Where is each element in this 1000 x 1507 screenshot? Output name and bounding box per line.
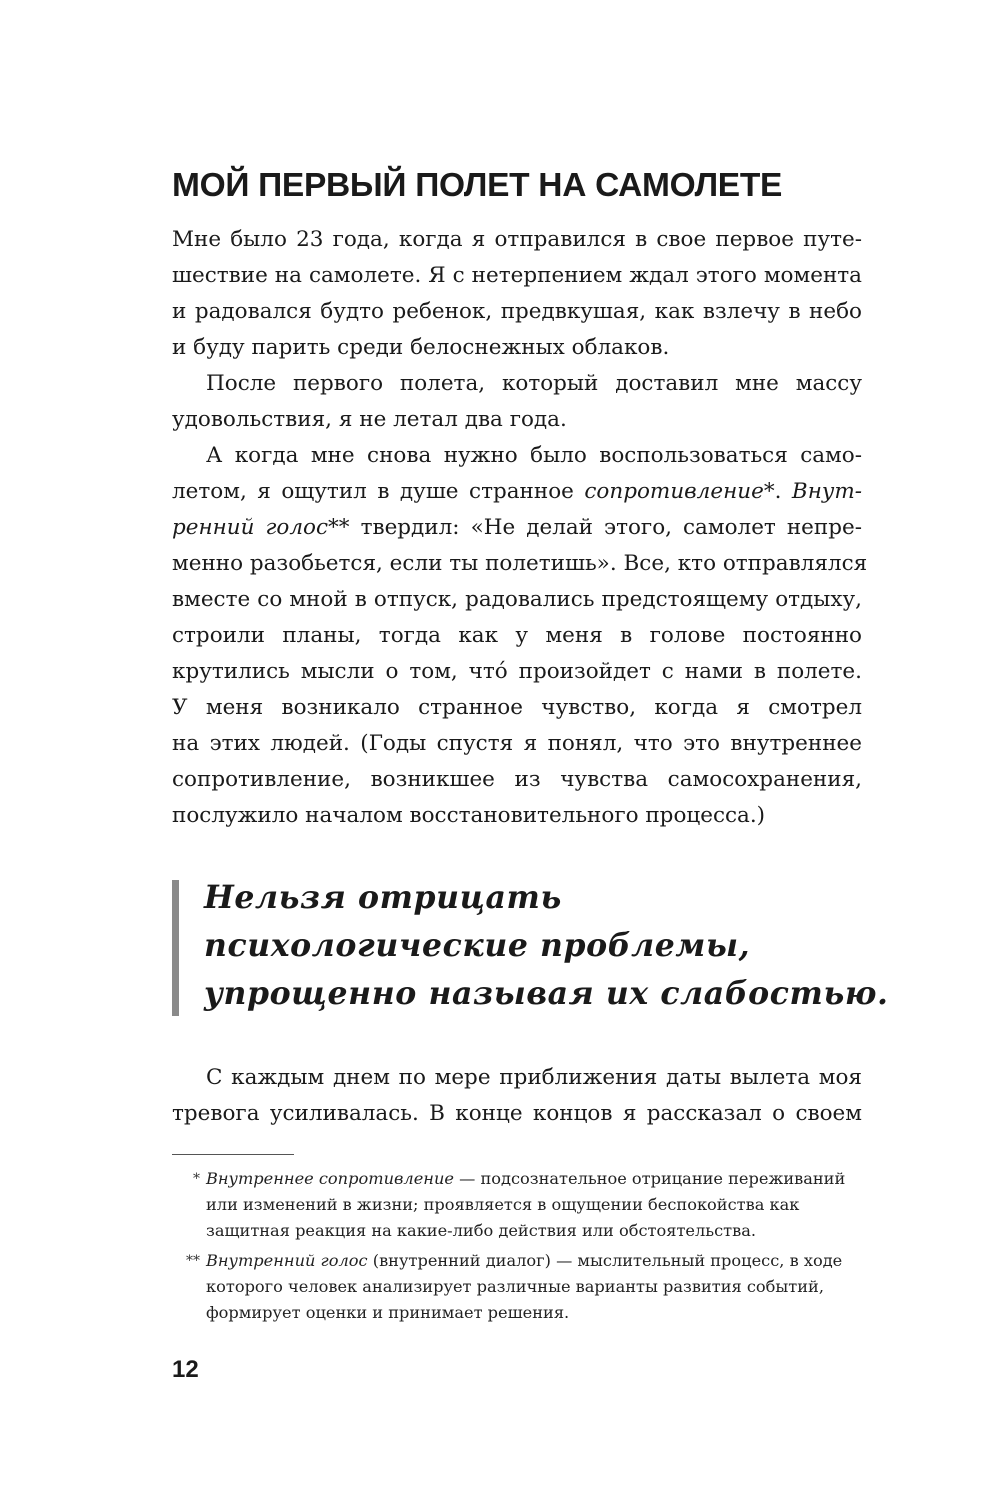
footnote-line bbox=[206, 1248, 862, 1274]
footnote-text: — подсознательное отрицание переживаний bbox=[453, 1169, 846, 1188]
paragraph-line: послужило началом восстановительного процесса.) bbox=[172, 803, 766, 828]
paragraph-line: С каждым днем по мере приближения даты вылета моя bbox=[206, 1065, 862, 1090]
footnote-line: или изменений в жизни; проявляется в ощущении беспокойства как bbox=[206, 1195, 800, 1214]
paragraph-line: После первого полета, который доставил мне массу bbox=[206, 371, 862, 396]
paragraph-line: вместе со мной в отпуск, радовались предстоящему отдыху, bbox=[172, 587, 862, 612]
pullquote-line: психологические проблемы, bbox=[204, 927, 751, 964]
paragraph-line: строили планы, тогда как у меня в голове постоянно bbox=[172, 623, 862, 648]
paragraph-line: на этих людей. (Годы спустя я понял, что это внутреннее bbox=[172, 731, 862, 756]
text-run: ** твердил: «Не делай этого, самолет непре- bbox=[328, 515, 862, 540]
paragraph-line bbox=[172, 510, 862, 546]
paragraph-line: У меня возникало странное чувство, когда я смотрел bbox=[172, 695, 862, 720]
footnote-ref: *. bbox=[763, 479, 792, 504]
footnote-marker: ** bbox=[186, 1253, 200, 1269]
pullquote-line: упрощенно называя их слабостью. bbox=[204, 975, 889, 1012]
footnote-line bbox=[206, 1166, 862, 1192]
footnote-marker: * bbox=[193, 1171, 200, 1187]
footnote-divider bbox=[172, 1154, 294, 1155]
paragraph-line: А когда мне снова нужно было воспользоваться само- bbox=[206, 443, 862, 468]
paragraph-line: и радовался будто ребенок, предвкушая, как взлечу в небо bbox=[172, 299, 862, 324]
chapter-section-heading: МОЙ ПЕРВЫЙ ПОЛЕТ НА САМОЛЕТЕ bbox=[172, 167, 783, 204]
footnote-line: которого человек анализирует различные варианты развития событий, bbox=[206, 1277, 824, 1296]
pullquote-line: Нельзя отрицать bbox=[204, 879, 562, 916]
pullquote-bar bbox=[172, 880, 179, 1016]
paragraph-line: Мне было 23 года, когда я отправился в свое первое путе- bbox=[172, 227, 862, 252]
paragraph-line: менно разобьется, если ты полетишь». Все, кто отправлялся bbox=[172, 551, 868, 576]
paragraph-line bbox=[172, 474, 862, 510]
footnote-term: Внутреннее сопротивление bbox=[206, 1169, 454, 1188]
footnote-line: формирует оценки и принимает решения. bbox=[206, 1303, 570, 1322]
italic-term: сопротивление bbox=[584, 479, 764, 504]
paragraph-line: шествие на самолете. Я с нетерпением ждал этого момента bbox=[172, 263, 862, 288]
paragraph-line: удовольствия, я не летал два года. bbox=[172, 407, 567, 432]
paragraph-line: тревога усиливалась. В конце концов я рассказал о своем bbox=[172, 1101, 862, 1126]
text-run: летом, я ощутил в душе странное bbox=[172, 479, 585, 504]
paragraph-line: крутились мысли о том, чтó произойдет с нами в полете. bbox=[172, 659, 862, 684]
italic-term: ренний голос bbox=[172, 515, 329, 540]
italic-term: Внут- bbox=[791, 479, 863, 504]
footnote-term: Внутренний голос bbox=[206, 1251, 368, 1270]
page-number: 12 bbox=[172, 1356, 199, 1383]
paragraph-line: сопротивление, возникшее из чувства самосохранения, bbox=[172, 767, 862, 792]
footnote-line: защитная реакция на какие-либо действия или обстоятельства. bbox=[206, 1221, 757, 1240]
footnote-text: (внутренний диалог) — мыслительный процесс, в ходе bbox=[367, 1251, 843, 1270]
paragraph-line: и буду парить среди белоснежных облаков. bbox=[172, 335, 670, 360]
